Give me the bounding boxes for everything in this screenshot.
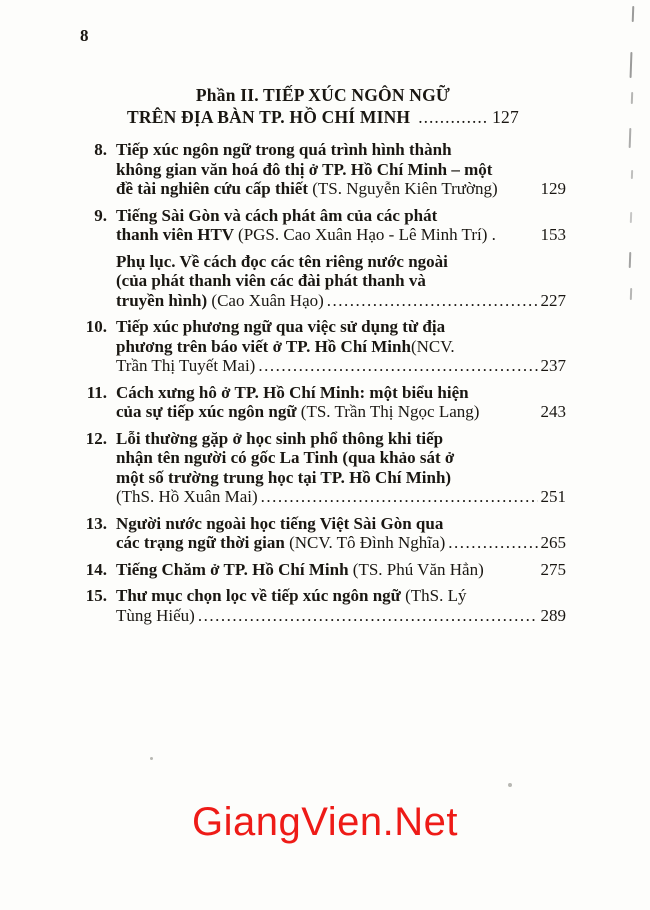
toc-text-segment: (ThS. Lý [405,586,467,605]
toc-line [116,225,566,245]
toc-line [116,271,566,291]
scan-artifact [630,288,632,300]
toc-entry [80,514,566,553]
toc-line [116,402,566,422]
toc-line [116,514,566,534]
toc-text-segment: (NCV. Tô Đình Nghĩa) [289,533,446,552]
toc-text-segment: Phụ lục. Về cách đọc các tên riêng nước ngoài [116,251,448,271]
toc-text-segment: đề tài nghiên cứu cấp thiết [116,179,313,198]
entry-page-number: 227 [540,290,566,310]
toc-line [116,317,566,337]
toc-text-segment: nhận tên người có gốc La Tinh (qua khảo sát ở [116,448,455,467]
toc-text-segment: Tiếng Sài Gòn và cách phát âm của các phát [116,205,438,225]
entry-number: 9. [94,205,107,225]
toc-entry [80,560,566,580]
toc-text-segment: một số trường trung học tại TP. Hồ Chí Minh) [116,467,452,487]
toc-text-segment: (NCV. [410,336,455,356]
entry-number: 8. [94,140,107,159]
entry-number: 10. [85,317,107,336]
toc-entry [80,252,566,311]
toc-line-text [116,448,454,467]
toc-line-text [116,160,492,179]
entry-page-number: 243 [540,402,566,421]
toc-line-text [116,140,452,159]
toc-line-text [116,402,479,422]
toc-line [116,487,566,507]
section-heading-line2 [80,106,566,128]
toc-text-segment: (Cao Xuân Hạo) [211,290,324,310]
toc-text-segment: không gian văn hoá đô thị ở TP. Hồ Chí Minh – một [116,159,493,179]
dot-leader [327,291,538,311]
entry-page-number: 289 [540,605,566,625]
toc-line [116,252,566,272]
toc-text-segment: các trạng ngữ thời gian [116,533,290,552]
toc-text-segment: Tiếp xúc phương ngữ qua việc sử dụng từ địa [116,317,446,336]
toc-entry [80,206,566,245]
entry-page-number: 153 [540,225,566,244]
toc-line [116,533,566,553]
toc-entry [80,586,566,625]
toc-line-text [116,514,443,533]
dot-leader: ............. [418,107,489,127]
toc-entry [80,429,566,507]
toc-text-segment: (TS. Phú Văn Hẳn) [352,559,484,579]
toc-text-segment: Tùng Hiếu) [116,605,195,625]
toc-line [116,291,566,311]
entry-number: 11. [86,382,107,402]
toc-text-segment: Cách xưng hô ở TP. Hồ Chí Minh: một biểu hiện [116,382,469,402]
toc-line-text [116,252,448,271]
entry-page-number: 237 [540,356,566,375]
toc-text-segment: (ThS. Hồ Xuân Mai) [116,487,258,506]
toc-line [116,468,566,488]
toc-line [116,606,566,626]
toc-line-text [116,317,445,336]
toc-line-text [116,225,496,245]
entry-page-number: 265 [540,533,566,552]
toc-text-segment: của sự tiếp xúc ngôn ngữ [116,402,301,421]
entry-page-number: 251 [540,487,566,506]
table-of-contents [80,84,566,632]
toc-text-segment: truyền hình) [116,290,212,310]
dot-leader [261,487,538,507]
toc-text-segment: Thư mục chọn lọc về tiếp xúc ngôn ngữ [116,586,406,605]
toc-line-text [116,356,255,376]
toc-line-text [116,468,451,487]
toc-text-segment: phương trên báo viết ở TP. Hồ Chí Minh [116,336,411,356]
toc-line [116,383,566,403]
entry-number: 14. [85,559,107,579]
toc-text-segment: (TS. Nguyễn Kiên Trường) [312,179,498,198]
toc-text-segment: (PGS. Cao Xuân Hạo - Lê Minh Trí) . [238,225,496,244]
scan-artifact [629,252,632,268]
toc-entry [80,317,566,376]
toc-line [116,206,566,226]
toc-line-text [116,429,443,448]
toc-line-text [116,291,324,311]
toc-text-segment: Người nước ngoài học tiếng Việt Sài Gòn qua [116,513,444,533]
section-heading-line1: Phần II. TIẾP XÚC NGÔN NGỮ [195,85,451,105]
watermark-text: GiangVien.Net [192,800,458,844]
scan-artifact [630,212,632,223]
toc-line [116,560,566,580]
toc-line [116,448,566,468]
section-heading [80,84,566,128]
toc-entry [80,383,566,422]
toc-line [116,429,566,449]
toc-text-segment: thanh viên HTV [116,225,239,244]
toc-line [116,586,566,606]
page-number: 8 [80,26,89,45]
scan-speck [508,783,512,787]
toc-line-text [116,586,467,605]
toc-text-segment: Tiếng Chăm ở TP. Hồ Chí Minh [116,559,353,579]
toc-line-text [116,533,445,553]
toc-line-text [116,337,455,356]
toc-line [116,160,566,180]
toc-line [116,337,566,357]
scan-artifact [631,92,633,104]
toc-line [116,356,566,376]
toc-line-text [116,179,498,199]
toc-line-text [116,487,258,507]
section-heading-title: TRÊN ĐỊA BÀN TP. HỒ CHÍ MINH [127,107,411,127]
toc-line-text [116,383,469,402]
toc-line-text [116,206,437,225]
toc-entries [80,140,566,625]
scan-speck [150,757,153,760]
toc-entry [80,140,566,199]
entry-number: 13. [85,513,107,533]
scan-artifact [630,52,633,78]
toc-text-segment: (TS. Trần Thị Ngọc Lang) [300,402,480,421]
toc-text-segment: Lỗi thường gặp ở học sinh phổ thông khi tiếp [116,428,444,448]
toc-line-text [116,560,484,580]
toc-text-segment: Tiếp xúc ngôn ngữ trong quá trình hình thành [116,140,452,159]
toc-line [116,140,566,160]
entry-page-number: 129 [540,179,566,198]
scan-artifact [632,6,635,22]
dot-leader [448,533,537,553]
toc-text-segment: (của phát thanh viên các đài phát thanh và [116,271,426,290]
toc-text-segment: Trần Thị Tuyết Mai) [116,356,256,375]
toc-line [116,179,566,199]
entry-number: 15. [85,586,107,605]
entry-number: 12. [85,428,107,448]
dot-leader [258,356,537,376]
scan-artifact [629,128,632,148]
dot-leader [198,606,538,626]
toc-line-text [116,271,426,290]
scan-artifact [631,170,633,179]
toc-line-text [116,606,195,626]
entry-page-number: 275 [540,559,566,579]
section-page-number: 127 [492,107,519,127]
